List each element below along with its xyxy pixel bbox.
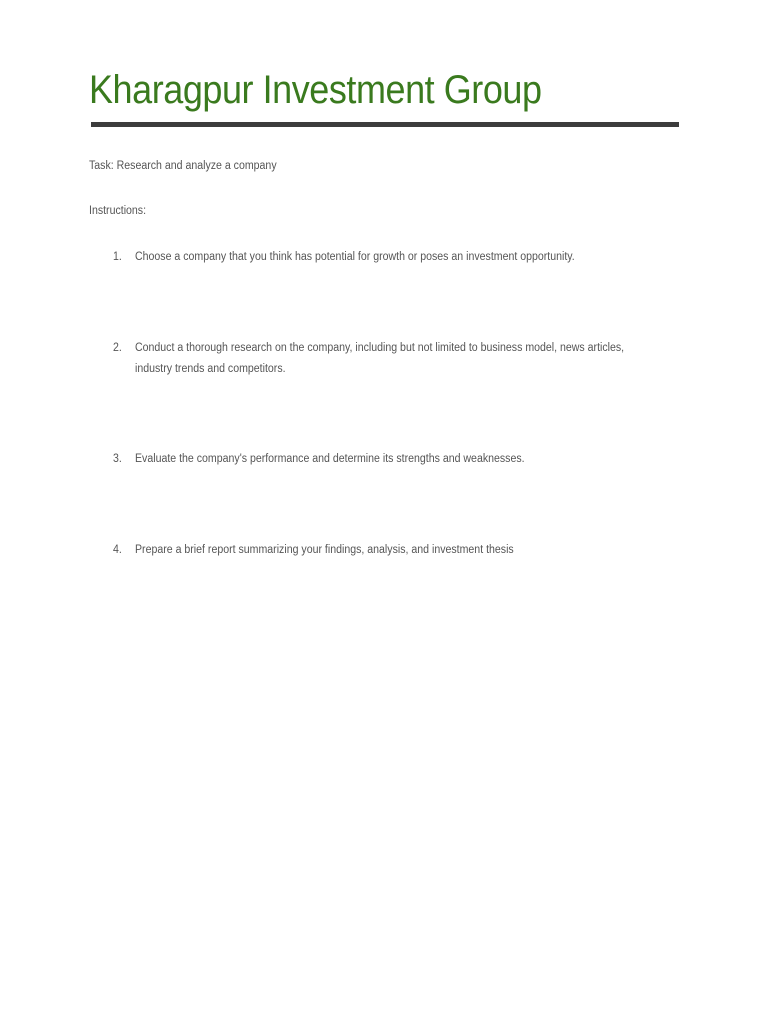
instruction-text: Choose a company that you think has potential for growth or poses an investment opportunity. (135, 251, 575, 263)
instruction-number: 3. (113, 453, 122, 465)
instruction-number: 2. (113, 342, 122, 354)
task-line: Task: Research and analyze a company (89, 160, 277, 172)
instruction-text: Evaluate the company's performance and determine its strengths and weaknesses. (135, 453, 525, 465)
instructions-label: Instructions: (89, 205, 147, 217)
instruction-text: Prepare a brief report summarizing your findings, analysis, and investment thesis (135, 544, 514, 556)
title-divider (91, 122, 679, 127)
instruction-number: 4. (113, 544, 122, 556)
instruction-number: 1. (113, 251, 122, 263)
document-title: Kharagpur Investment Group (89, 68, 542, 112)
instruction-text: Conduct a thorough research on the company, including but not limited to business model, news articles, industry trends and competitors. (135, 342, 625, 375)
